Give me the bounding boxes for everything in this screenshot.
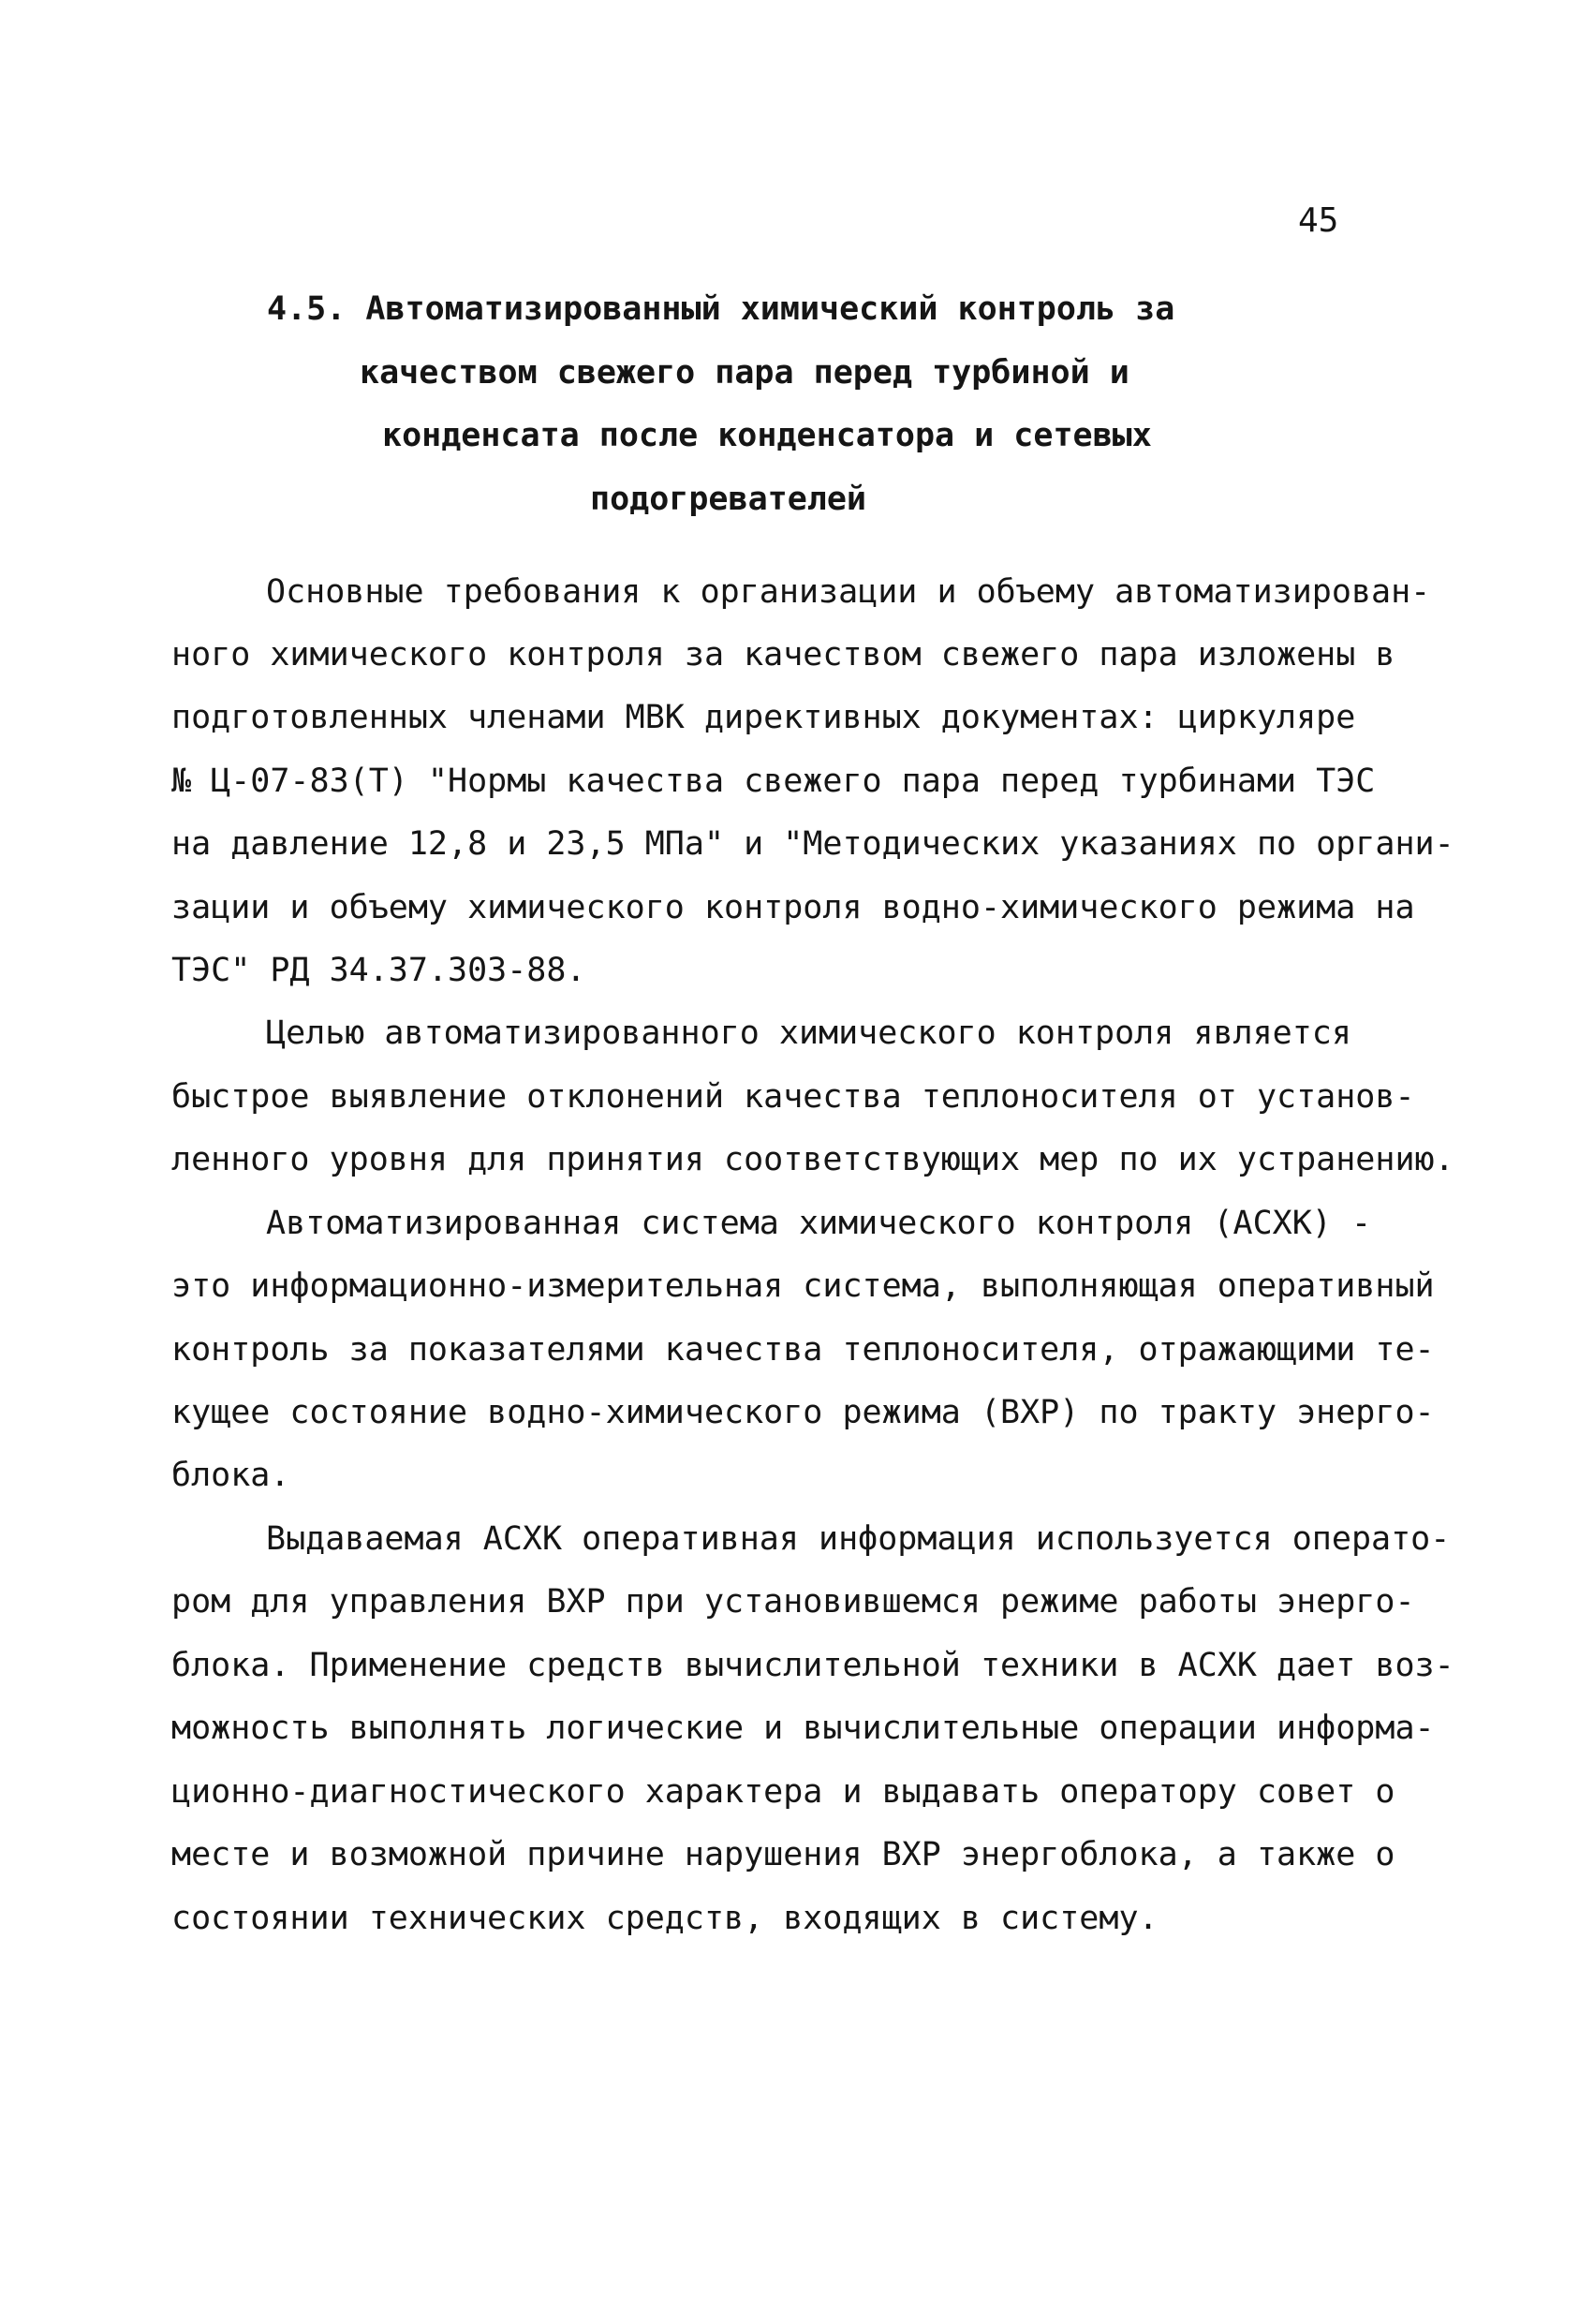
text-line: Автоматизированная система химического контроля (АСХК) - bbox=[266, 1205, 1372, 1242]
text-line: ром для управления ВХР при установившемся режиме работы энерго- bbox=[171, 1583, 1415, 1621]
text-line: это информационно-измерительная система, выполняющая оперативный bbox=[171, 1267, 1435, 1305]
text-line: на давление 12,8 и 23,5 МПа" и "Методических указаниях по органи- bbox=[171, 825, 1454, 863]
heading-line: подогревателей bbox=[590, 481, 867, 518]
text-line: контроль за показателями качества теплоносителя, отражающими те- bbox=[171, 1331, 1435, 1369]
text-line: Выдаваемая АСХК оперативная информация используется операто- bbox=[266, 1520, 1451, 1558]
page-number: 45 bbox=[1298, 201, 1339, 240]
heading-line: качеством свежего пара перед турбиной и bbox=[360, 354, 1129, 392]
text-line: быстрое выявление отклонений качества теплоносителя от установ- bbox=[171, 1078, 1415, 1116]
text-line: ленного уровня для принятия соответствующих мер по их устранению. bbox=[171, 1141, 1454, 1178]
text-line: блока. bbox=[171, 1457, 290, 1494]
text-line: ного химического контроля за качеством свежего пара изложены в bbox=[171, 636, 1395, 674]
text-line: № Ц-07-83(Т) "Нормы качества свежего пара перед турбинами ТЭС bbox=[171, 762, 1376, 800]
text-line: зации и объему химического контроля водно-химического режима на bbox=[171, 889, 1415, 926]
text-line: месте и возможной причине нарушения ВХР энергоблока, а также о bbox=[171, 1836, 1395, 1873]
text-line: кущее состояние водно-химического режима (ВХР) по тракту энерго- bbox=[171, 1394, 1435, 1431]
text-line: Основные требования к организации и объему автоматизирован- bbox=[266, 573, 1431, 611]
text-line: ционно-диагностического характера и выдавать оператору совет о bbox=[171, 1773, 1395, 1811]
text-line: подготовленных членами МВК директивных документах: циркуляре bbox=[171, 699, 1356, 736]
text-line: можность выполнять логические и вычислительные операции информа- bbox=[171, 1710, 1435, 1747]
heading-line: конденсата после конденсатора и сетевых bbox=[382, 417, 1152, 454]
text-line: ТЭС" РД 34.37.303-88. bbox=[171, 952, 586, 989]
text-line: блока. Применение средств вычислительной техники в АСХК дает воз- bbox=[171, 1647, 1454, 1684]
heading-line: 4.5. Автоматизированный химический контроль за bbox=[267, 290, 1175, 328]
text-line: Целью автоматизированного химического контроля является bbox=[266, 1014, 1351, 1052]
text-line: состоянии технических средств, входящих в систему. bbox=[171, 1900, 1159, 1937]
